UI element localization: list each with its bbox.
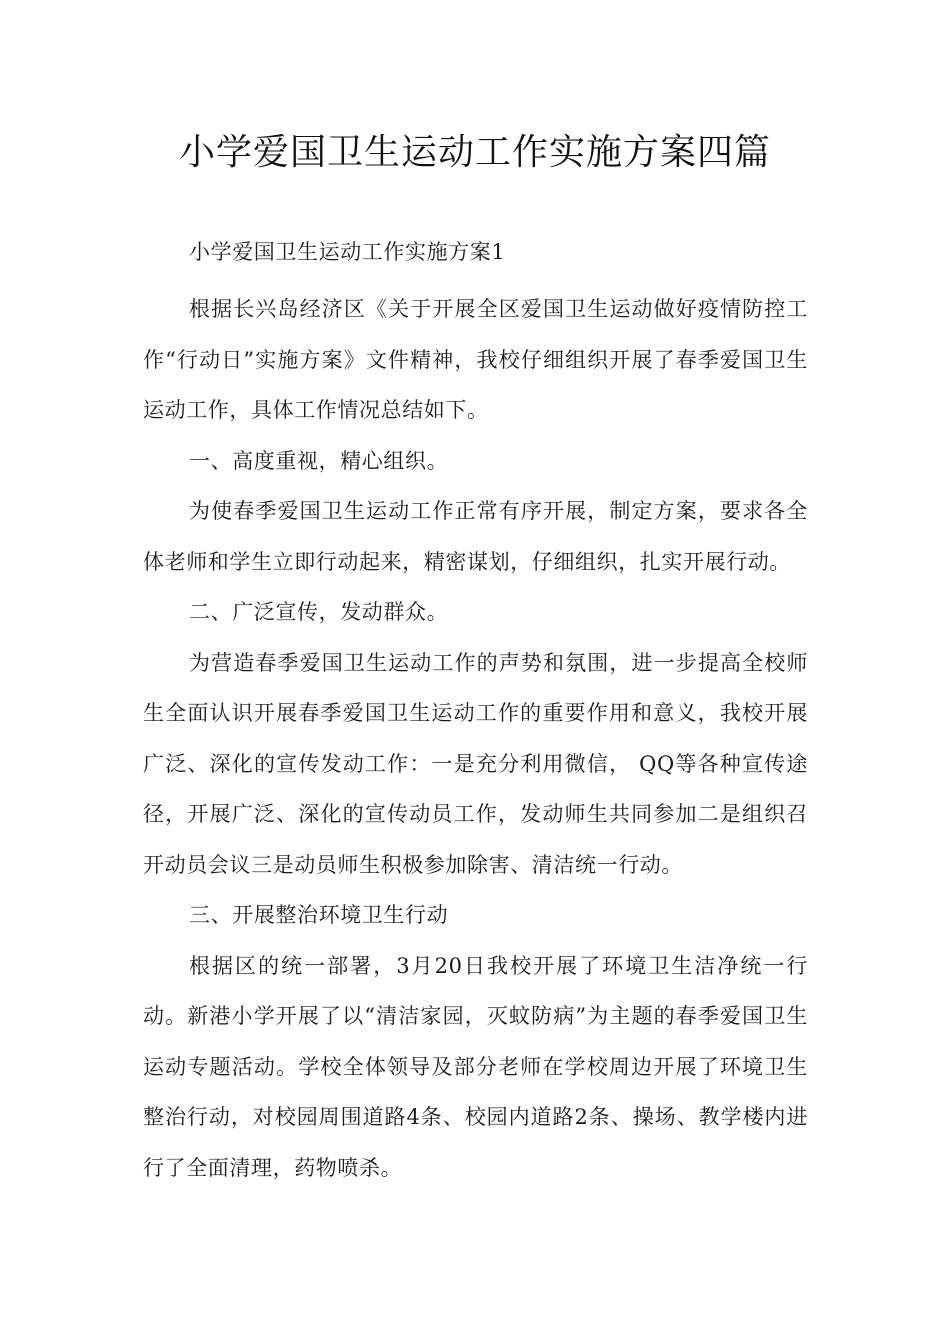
paragraph-intro: 根据长兴岛经济区《关于开展全区爱国卫生运动做好疫情防控工作“行动日”实施方案》文件精神，我校仔细组织开展了春季爱国卫生运动工作，具体工作情况总结如下。 — [143, 297, 808, 422]
document-title: 小学爱国卫生运动工作实施方案四篇 — [178, 132, 771, 173]
paragraph-publicity: 为营造春季爱国卫生运动工作的声势和氛围，进一步提高全校师生全面认识开展春季爱国卫生运动工作的重要作用和意义，我校开展广泛、深化的宣传发动工作：一是充分利用微信， QQ等各种宣传途径，开展广泛、深化的宣传动员工作，发动师生共同参加二是组织召开动员会议三是动员师生积极参加除害、清洁统一行动。 — [143, 650, 808, 877]
section-heading-3: 三、开展整治环境卫生行动 — [189, 903, 449, 927]
document-body — [143, 230, 808, 1193]
section-heading-plan-1: 小学爱国卫生运动工作实施方案1 — [189, 240, 506, 264]
paragraph-organize: 为使春季爱国卫生运动工作正常有序开展，制定方案，要求各全体老师和学生立即行动起来，精密谋划，仔细组织，扎实开展行动。 — [143, 499, 808, 574]
section-heading-2: 二、广泛宣传，发动群众。 — [189, 600, 449, 624]
section-heading-1: 一、高度重视，精心组织。 — [189, 448, 449, 473]
paragraph-cleanup: 根据区的统一部署，3月20日我校开展了环境卫生洁净统一行动。新港小学开展了以“清洁家园，灭蚊防病”为主题的春季爱国卫生运动专题活动。学校全体领导及部分老师在学校周边开展了环境卫生整治行动，对校园周围道路4条、校园内道路2条、操场、教学楼内进行了全面清理，药物喷杀。 — [143, 953, 808, 1180]
